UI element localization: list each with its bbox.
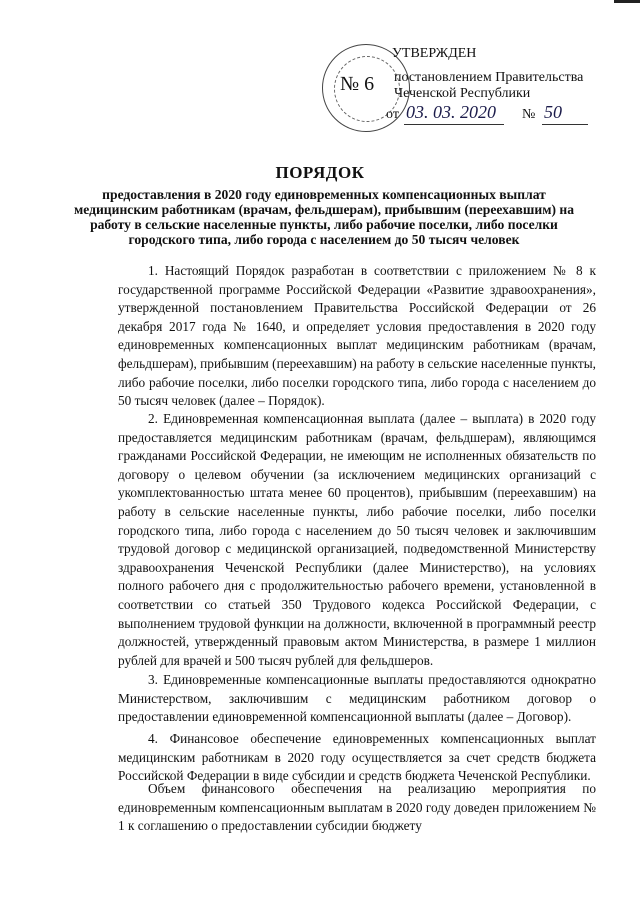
date-underline (404, 124, 504, 125)
approval-block (322, 44, 622, 134)
approved-heading: УТВЕРЖДЕН (392, 46, 477, 61)
approved-by-decree: постановлением Правительства (394, 70, 584, 85)
approved-by-republic: Чеченской Республики (394, 86, 531, 101)
decree-number: 50 (544, 102, 562, 122)
paragraph-5: Объем финансового обеспечения на реализацию мероприятия по единовременным компенсационным выплатам в 2020 году доведен приложением № 1 к соглашению о предоставлении субсидии бюджету (118, 781, 596, 834)
seal-number: № 6 (340, 73, 375, 95)
paragraph-3: 3. Единовременные компенсационные выплаты предоставляются однократно Министерством, заключившим с медицинским работником договор о предоставлении единовременной компенсационной выплаты (далее – Договор). (118, 672, 596, 725)
scan-corner-mark (614, 0, 640, 3)
number-underline (542, 124, 588, 125)
number-label: № (522, 107, 536, 122)
document-title: ПОРЯДОК (275, 163, 365, 182)
paragraph-2: 2. Единовременная компенсационная выплата (далее – выплата) в 2020 году предоставляется медицинским работникам (врачам, фельдшерам), являющимся гражданами Российской Федерации, не имеющим не исполненных обязательств по договору о целевом обучении (за исключением медицинских организаций с укомплектованностью штата менее 60 процентов), прибывшим (переехавшим) на работу в сельские населенные пункты, либо рабочие поселки, либо поселки городского типа, либо города с населением до 50 тысяч человек и заключившим трудовой договор с медицинской организацией, подведомственной Министерству здравоохранения Чеченской Республики (далее Министерство), на условиях полного рабочего дня с продолжительностью рабочего времени, установленной в соответствии со статьей 350 Трудового кодекса Российской Федерации, с выполнением трудовой функции на должности, включенной в программный реестр должностей, утвержденный правовым актом Министерства, в размере 1 миллион рублей для врачей и 500 тысяч рублей для фельдшеров. (118, 411, 596, 668)
paragraph-4: 4. Финансовое обеспечение единовременных компенсационных выплат медицинским работникам в 2020 году осуществляется за счет средств бюджета Российской Федерации в виде субсидии и средств бюджета Чеченской Республики. (118, 731, 596, 784)
decree-date: 03. 03. 2020 (406, 102, 496, 122)
paragraph-1: 1. Настоящий Порядок разработан в соответствии с приложением № 8 к государственной программе Российской Федерации «Развитие здравоохранения», утвержденной постановлением Правительства Российской Федерации от 26 декабря 2017 года № 1640, и определяет условия предоставления в 2020 году единовременных компенсационных выплат медицинским работникам (врачам, фельдшерам), прибывшим (переехавшим) на работу в сельские населенные пункты, либо рабочие поселки, либо поселки городского типа, либо города с населением до 50 тысяч человек (далее – Порядок). (118, 263, 596, 409)
date-prefix: от (386, 107, 399, 122)
document-subtitle: предоставления в 2020 году единовременных компенсационных выплат медицинским работникам (врачам, фельдшерам), прибывшим (переехавшим) на работу в сельские населенные пункты, либо рабочие поселки, либо поселки городского типа, либо города с населением до 50 тысяч человек (73, 187, 575, 247)
